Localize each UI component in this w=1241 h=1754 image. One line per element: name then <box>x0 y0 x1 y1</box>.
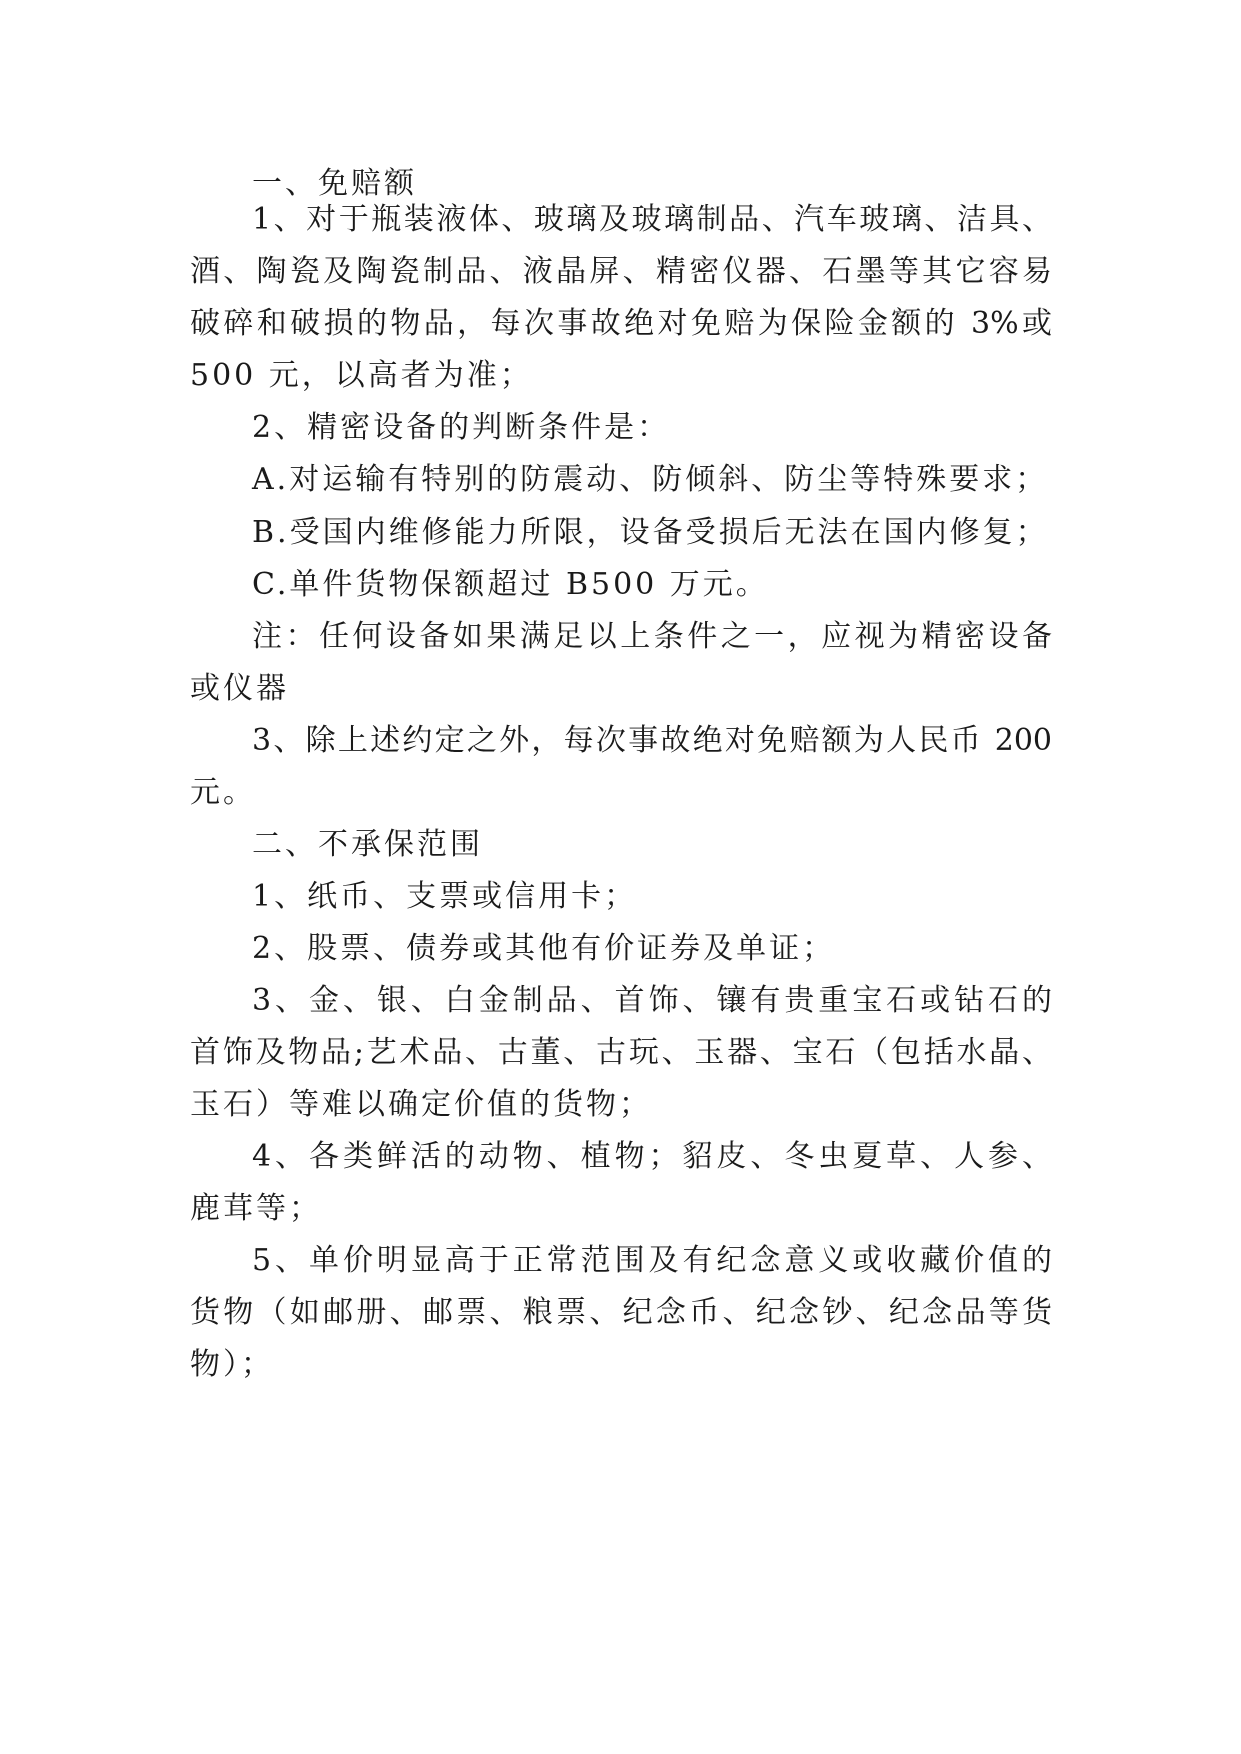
exclusion-item-1: 1、纸币、支票或信用卡； <box>252 879 638 914</box>
exclusion-item-4-line-1: 4、各类鲜活的动物、植物；貂皮、冬虫夏草、人参、 <box>252 1139 1052 1174</box>
precision-condition-a: A.对运输有特别的防震动、防倾斜、防尘等特殊要求； <box>252 462 1049 497</box>
deductible-item-3-line-2: 元。 <box>190 775 256 810</box>
exclusion-item-4-line-2: 鹿茸等； <box>190 1191 322 1226</box>
exclusion-item-3-line-3: 玉石）等难以确定价值的货物； <box>190 1087 652 1122</box>
note-line-1: 注：任何设备如果满足以上条件之一，应视为精密设备 <box>252 619 1052 654</box>
deductible-item-1-line-2: 酒、陶瓷及陶瓷制品、液晶屏、精密仪器、石墨等其它容易 <box>190 254 1052 289</box>
exclusion-item-5-line-3: 物）； <box>190 1347 274 1382</box>
exclusion-item-5-line-2: 货物（如邮册、邮票、粮票、纪念币、纪念钞、纪念品等货 <box>190 1295 1052 1330</box>
exclusion-item-3-line-2: 首饰及物品;艺术品、古董、古玩、玉器、宝石（包括水晶、 <box>190 1035 1052 1070</box>
exclusion-item-2: 2、股票、债券或其他有价证券及单证； <box>252 931 836 966</box>
deductible-item-3-line-1: 3、除上述约定之外，每次事故绝对免赔额为人民币 200 <box>252 723 1052 758</box>
section-heading-deductible: 一、免赔额 <box>252 166 417 201</box>
precision-condition-c: C.单件货物保额超过 B500 万元。 <box>252 567 769 602</box>
note-line-2: 或仪器 <box>190 671 289 706</box>
deductible-item-1-line-3: 破碎和破损的物品，每次事故绝对免赔为保险金额的 3%或 <box>190 306 1052 341</box>
deductible-item-2: 2、精密设备的判断条件是： <box>252 410 671 445</box>
exclusion-item-3-line-1: 3、金、银、白金制品、首饰、镶有贵重宝石或钻石的 <box>252 983 1052 1018</box>
deductible-item-1-line-4: 500 元，以高者为准； <box>190 358 533 393</box>
section-heading-exclusions: 二、不承保范围 <box>252 827 483 862</box>
precision-condition-b: B.受国内维修能力所限，设备受损后无法在国内修复； <box>252 515 1049 550</box>
deductible-item-1-line-1: 1、对于瓶装液体、玻璃及玻璃制品、汽车玻璃、洁具、 <box>252 202 1052 237</box>
exclusion-item-5-line-1: 5、单价明显高于正常范围及有纪念意义或收藏价值的 <box>252 1243 1052 1278</box>
